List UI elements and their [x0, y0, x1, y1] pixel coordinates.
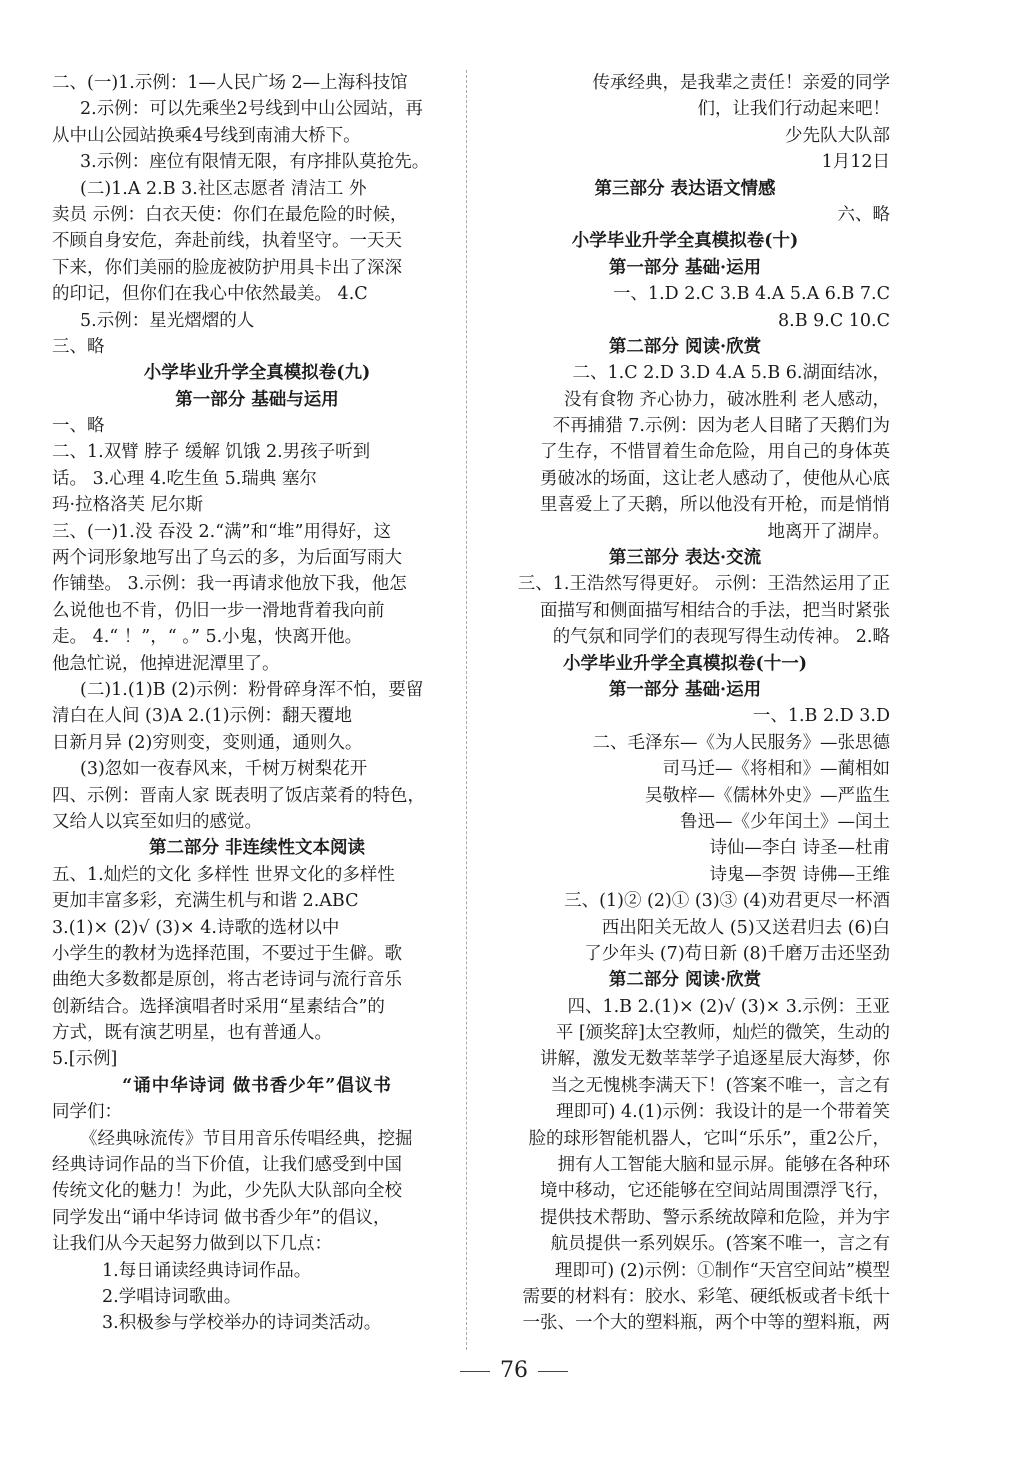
right-column-line: 诗鬼—李贺 诗佛—王维 — [709, 864, 890, 885]
right-column-line: 小学毕业升学全真模拟卷(十) — [571, 231, 799, 252]
right-column-line: 当之无愧桃李满天下！(答案不唯一，言之有 — [550, 1075, 890, 1096]
left-column-line: (二)1.A 2.B 3.社区志愿者 清洁工 外 — [80, 178, 367, 199]
right-column-line: 勇破冰的场面，这让老人感动了，使他从心底 — [540, 468, 890, 489]
right-column-line: 第二部分 阅读·欣赏 — [608, 336, 762, 357]
right-column-line: 小学毕业升学全真模拟卷(十一) — [562, 653, 808, 674]
left-column-line: 传统文化的魅力！为此，少先队大队部向全校 — [52, 1181, 402, 1202]
footer-dash-right — [538, 1371, 568, 1372]
left-column-line: 2.示例：可以先乘坐2号线到中山公园站，再 — [80, 99, 423, 120]
left-column-line: 三、(一)1.没 吞没 2.“满”和“堆”用得好，这 — [52, 521, 391, 542]
left-column-line: 走。 4.“ ！”，“ 。” 5.小鬼，快离开他。 — [52, 627, 363, 648]
left-column-line: 5.示例：星光熠熠的人 — [80, 310, 255, 331]
left-column-line: 让我们从今天起努力做到以下几点： — [52, 1234, 332, 1255]
right-column-line: 里喜爱上了天鹅，所以他没有开枪，而是悄悄 — [540, 495, 890, 516]
left-column-line: 同学们： — [52, 1102, 122, 1123]
right-column-line: 1月12日 — [821, 152, 890, 173]
right-column-line: 六、略 — [837, 204, 890, 225]
left-column-line: 又给人以宾至如归的感觉。 — [52, 811, 262, 832]
left-column-line: 1.每日诵读经典诗词作品。 — [102, 1260, 312, 1281]
right-column-line: 了少年头 (7)苟日新 (8)千磨万击还坚劲 — [584, 943, 890, 964]
left-column-line: 么说他也不肯，仍旧一步一滑地背着我向前 — [52, 600, 385, 621]
right-column-line: 传承经典，是我辈之责任！亲爱的同学 — [592, 73, 890, 93]
left-column-line: 二、(一)1.示例：1—人民广场 2—上海科技馆 — [52, 73, 408, 93]
left-column-line: 从中山公园站换乘4号线到南浦大桥下。 — [52, 125, 361, 146]
right-column-line: 三、(1)② (2)① (3)③ (4)劝君更尽一杯酒 — [564, 891, 890, 912]
left-column-line: 清白在人间 (3)A 2.(1)示例：翻天覆地 — [52, 706, 353, 727]
left-column-line: 玛·拉格洛芙 尼尔斯 — [52, 495, 204, 516]
left-column-line: 3.积极参与学校举办的诗词类活动。 — [102, 1313, 382, 1334]
right-column-line: 第三部分 表达·交流 — [608, 548, 762, 569]
right-column-line: 们，让我们行动起来吧！ — [697, 99, 890, 120]
left-column-line: 四、示例：晋南人家 既表明了饭店菜肴的特色， — [52, 785, 426, 806]
left-column-line: 更加丰富多彩，充满生机与和谐 2.ABC — [52, 891, 359, 912]
right-column-line: 需要的材料有：胶水、彩笔、硬纸板或者卡纸十 — [522, 1286, 890, 1307]
right-column-line: 鲁迅—《少年闰土》—闰土 — [680, 811, 890, 832]
left-column-line: 2.学唱诗词歌曲。 — [102, 1286, 242, 1307]
left-column-line: 第一部分 基础与运用 — [175, 389, 339, 410]
left-column-line: (二)1.(1)B (2)示例：粉骨碎身浑不怕，要留 — [80, 679, 424, 700]
right-column-line: 讲解，激发无数莘莘学子追逐星辰大海梦，你 — [540, 1049, 890, 1070]
right-column-line: 的气氛和同学们的表现写得生动传神。 2.略 — [552, 627, 890, 648]
right-column-line: 司马迁—《将相和》—蔺相如 — [662, 759, 890, 780]
left-column-line: 5.[示例] — [52, 1049, 118, 1070]
left-column-line: 创新结合。选择演唱者时采用“星素结合”的 — [52, 996, 385, 1017]
page-number: 76 — [500, 1358, 528, 1383]
left-column-line: (3)忽如一夜春风来，千树万树梨花开 — [80, 759, 368, 780]
right-column-line: 没有食物 齐心协力，破冰胜利 老人感动， — [563, 389, 890, 410]
left-column-line: 曲绝大多数都是原创，将古老诗词与流行音乐 — [52, 970, 402, 991]
right-column-line: 理即可) (2)示例：①制作“天宫空间站”模型 — [554, 1260, 890, 1281]
left-column — [52, 70, 462, 1337]
left-column-line: 下来，你们美丽的脸庞被防护用具卡出了深深 — [52, 257, 402, 278]
left-column-line: 的印记，但你们在我心中依然最美。 4.C — [52, 284, 368, 305]
right-column-line: 一、1.B 2.D 3.D — [752, 706, 890, 727]
left-column-line: 3.示例：座位有限情无限，有序排队莫抢先。 — [80, 152, 430, 173]
right-column-line: 不再捕猎 7.示例：因为老人目睹了天鹅们为 — [552, 416, 890, 437]
right-column-line: 二、1.C 2.D 3.D 4.A 5.B 6.湖面结冰， — [572, 363, 890, 384]
right-column-line: 面描写和侧面描写相结合的手法，把当时紧张 — [540, 600, 890, 621]
right-column-line: 境中移动，它还能够在空间站周围漂浮飞行， — [540, 1181, 890, 1202]
right-column-line: 了生存，不惜冒着生命危险，用自己的身体英 — [540, 442, 890, 463]
left-column-line: 方式，既有演艺明星，也有普通人。 — [52, 1023, 332, 1044]
left-column-line: 话。 3.心理 4.吃生鱼 5.瑞典 塞尔 — [52, 468, 317, 489]
right-column-line: 理即可) 4.(1)示例：我设计的是一个带着笑 — [556, 1102, 890, 1123]
left-column-line: 《经典咏流传》节目用音乐传唱经典，挖掘 — [80, 1128, 413, 1149]
left-column-line: 五、1.灿烂的文化 多样性 世界文化的多样性 — [52, 864, 395, 885]
right-column-line: 少先队大队部 — [785, 125, 890, 146]
right-column-line: 拥有人工智能大脑和显示屏。能够在各种环 — [557, 1155, 890, 1176]
left-column-line: 作铺垫。 3.示例：我一再请求他放下我，他怎 — [52, 574, 407, 595]
column-divider — [466, 70, 467, 1350]
page-number-footer — [0, 1358, 1028, 1383]
right-column-line: 一张、一个大的塑料瓶，两个中等的塑料瓶，两 — [522, 1313, 890, 1334]
left-column-line: 小学生的教材为选择范围，不要过于生僻。歌 — [52, 943, 402, 964]
right-column-line: 提供技术帮助、警示系统故障和危险，并为宇 — [540, 1207, 890, 1228]
left-column-line: 第二部分 非连续性文本阅读 — [148, 838, 366, 859]
right-column-line: 西出阳关无故人 (5)又送君归去 (6)白 — [601, 917, 890, 938]
right-column-line: 三、1.王浩然写得更好。 示例：王浩然运用了正 — [517, 574, 890, 595]
left-column-line: 小学毕业升学全真模拟卷(九) — [143, 363, 371, 384]
left-column-line: 两个词形象地写出了乌云的多，为后面写雨大 — [52, 548, 402, 569]
left-column-line: 不顾自身安危，奔赴前线，执着坚守。一天天 — [52, 231, 402, 252]
left-column-line: 二、1.双臂 脖子 缓解 饥饿 2.男孩子听到 — [52, 442, 371, 463]
right-column-line: 吴敬梓—《儒林外史》—严监生 — [645, 785, 890, 806]
right-column-line: 地离开了湖岸。 — [767, 521, 890, 542]
left-column-line: 日新月异 (2)穷则变，变则通，通则久。 — [52, 732, 363, 753]
left-column-line: 3.(1)× (2)√ (3)× 4.诗歌的选材以中 — [52, 917, 340, 938]
right-column-line: 第一部分 基础·运用 — [608, 257, 762, 278]
left-column-line: 卖员 示例：白衣天使：你们在最危险的时候， — [52, 204, 408, 225]
footer-dash-left — [460, 1371, 490, 1372]
right-column-line: 脸的球形智能机器人，它叫“乐乐”，重2公斤， — [528, 1128, 890, 1149]
right-column-line: 诗仙—李白 诗圣—杜甫 — [709, 838, 890, 859]
left-column-line: 一、略 — [52, 416, 105, 437]
right-column-line: 8.B 9.C 10.C — [778, 310, 890, 331]
right-column-line: 平 [颁奖辞]太空教师，灿烂的微笑，生动的 — [555, 1023, 890, 1044]
right-column-line: 航员提供一系列娱乐。(答案不唯一，言之有 — [550, 1234, 890, 1255]
right-column-line: 四、1.B 2.(1)× (2)√ (3)× 3.示例：王亚 — [567, 996, 890, 1017]
left-column-line: 经典诗词作品的当下价值，让我们感受到中国 — [52, 1155, 402, 1176]
right-column-line: 二、毛泽东—《为人民服务》—张思德 — [592, 732, 890, 753]
right-column — [480, 70, 890, 1337]
right-column-line: 第一部分 基础·运用 — [608, 679, 762, 700]
left-column-line: 同学发出“诵中华诗词 做书香少年”的倡议， — [52, 1207, 391, 1228]
right-column-line: 第三部分 表达语文情感 — [594, 178, 776, 199]
right-column-line: 第二部分 阅读·欣赏 — [608, 970, 762, 991]
left-column-line: “诵中华诗词 做书香少年”倡议书 — [122, 1075, 392, 1096]
left-column-line: 他急忙说，他掉进泥潭里了。 — [52, 653, 280, 674]
left-column-line: 三、略 — [52, 336, 105, 357]
right-column-line: 一、1.D 2.C 3.B 4.A 5.A 6.B 7.C — [612, 284, 890, 305]
